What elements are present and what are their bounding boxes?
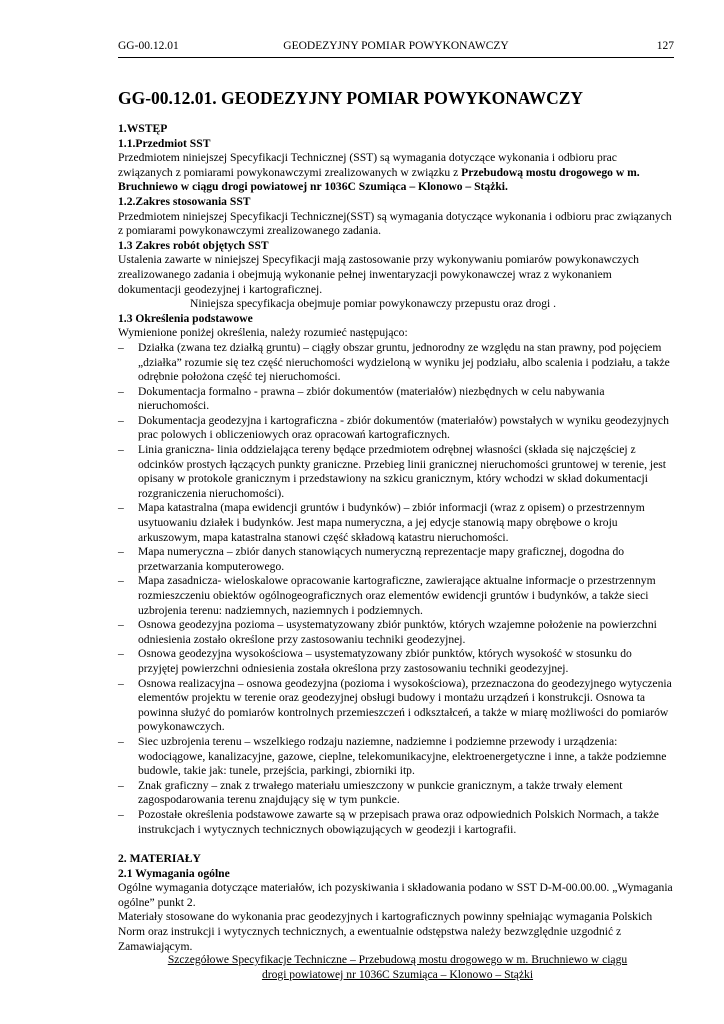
- list-item: [118, 647, 674, 676]
- list-item: [118, 443, 674, 501]
- section-2-1-para-1: Ogólne wymagania dotyczące materiałów, ich pozyskiwania i składowania podano w SST D-M-00.00.00. „Wymagania ogólne” punkt 2.: [118, 881, 673, 909]
- section-1-1-heading: 1.1.Przedmiot SST: [118, 136, 211, 150]
- section-2-1-heading: 2.1 Wymagania ogólne: [118, 866, 230, 880]
- section-2-1-para-2: Materiały stosowane do wykonania prac geodezyjnych i kartograficznych powinny spełniając wymagania Polskich Norm oraz instrukcji i wytycznych technicznych, a ewentualnie odstępstwa należy bezwzględnie uzgodnić z Zamawiającym.: [118, 910, 653, 953]
- section-1: [118, 122, 674, 837]
- section-1-2-heading: 1.2.Zakres stosowania SST: [118, 194, 251, 208]
- list-item: [118, 808, 674, 837]
- list-bullet: –: [118, 676, 124, 690]
- list-bullet: –: [118, 647, 124, 661]
- list-item-text: Mapa zasadnicza- wieloskalowe opracowanie kartograficzne, zawierające aktualne informacje o przestrzennym rozmieszczeniu obiektów ogólnogeograficznych oraz elementów ewidencji gruntów i budynków, a także sieci uzbrojenia terenu: nadziemnych, naziemnych i podziemnych.: [138, 574, 656, 617]
- list-bullet: –: [118, 778, 124, 792]
- list-bullet: –: [118, 501, 124, 515]
- header-code: GG-00.12.01: [118, 40, 179, 52]
- list-item-text: Mapa numeryczna – zbiór danych stanowiących numeryczną reprezentacje mapy graficznej, dogodna do przetwarzania komputerowego.: [138, 545, 625, 573]
- list-item-text: Siec uzbrojenia terenu – wszelkiego rodzaju naziemne, nadziemne i podziemne przewody i urządzenia: wodociągowe, kanalizacyjne, gazowe, cieplne, telekomunikacyjne, elektroenergetyczne i inne, a także podziemne budowle, takie jak: tunele, przejścia, parkingi, zbiorniki itp.: [138, 734, 667, 778]
- section-1-1-text-start: Przedmiotem niniejszej Specyfikacji Technicznej (SST) są wymagania dotyczące wykonania i odbioru prac związanych z pomiarami powykonawczymi zrealizowanych w związku z: [118, 151, 617, 179]
- list-item-text: Działka (zwana tez działką gruntu) – ciągły obszar gruntu, jednorodny ze względu na stan prawny, pod pojęciem „działka” rozumie się tez część nieruchomości wydzieloną w wyniku jej podziału, albo scalenia i podziału, a także odrębnie położona część tej nieruchomości.: [138, 340, 670, 384]
- section-1-3-text: Ustalenia zawarte w niniejszej Specyfikacji mają zastosowanie przy wykonywaniu pomiarów powykonawczych zrealizowanego zadania i obejmują wykonanie pełnej inwentaryzacji powykonawczej wraz z wykonaniem dokumentacji geodezyjnej i kartograficznej.: [118, 253, 639, 296]
- list-bullet: –: [118, 545, 124, 559]
- list-item: [118, 545, 674, 574]
- list-item-text: Osnowa realizacyjna – osnowa geodezyjna (pozioma i wysokościowa), przeznaczona do geodezyjnego wytyczenia elementów projektu w terenie oraz geodezyjnej obsługi budowy i montażu urządzeń i konstrukcji. Osnowa ta powinna służyć do pomiarów kontrolnych przemieszczeń i odkształceń, a także w miarę możliwości do pomiarów powykonawczych.: [138, 676, 672, 734]
- header-divider: [118, 57, 674, 58]
- header-title: GEODEZYJNY POMIAR POWYKONAWCZY: [283, 40, 509, 52]
- section-1-3-heading: 1.3 Zakres robót objętych SST: [118, 238, 269, 252]
- list-item: [118, 574, 674, 618]
- list-item: [118, 341, 674, 385]
- header-page-number: 127: [656, 40, 674, 52]
- section-1-3-note: Niniejsza specyfikacja obejmuje pomiar powykonawczy przepustu oraz drogi .: [190, 297, 557, 311]
- list-item-text: Znak graficzny – znak z trwałego materiału umieszczony w punkcie granicznym, a także trwały element zagospodarowania terenu znajdujący się w tym punkcie.: [138, 778, 623, 807]
- footer-line-2: drogi powiatowej nr 1036C Szumiąca – Klonowo – Stążki: [261, 968, 534, 981]
- list-item-text: Mapa katastralna (mapa ewidencji gruntów i budynków) – zbiór informacji (wraz z opisem) o przestrzennym usytuowaniu działek i budynków. Jest mapa numeryczna, a jej edycje stanowią mapy obrębowe o kroju arkuszowym, mapa katastralna stanowi część składową katastru nieruchomości.: [138, 501, 645, 544]
- list-bullet: –: [118, 340, 124, 354]
- list-item-text: Dokumentacja geodezyjna i kartograficzna - zbiór dokumentów (materiałów) powstałych w wyniku geodezyjnych prac polowych i obliczeniowych oraz opracowań kartograficznych.: [138, 413, 669, 442]
- section-1-4-heading: 1.3 Określenia podstawowe: [118, 311, 253, 325]
- section-1-2-text: Przedmiotem niniejszej Specyfikacji Technicznej(SST) są wymagania dotyczące wykonania i odbioru prac związanych z pomiarami powykonawczymi zrealizowanego zadania.: [118, 209, 672, 238]
- list-bullet: –: [118, 384, 124, 398]
- list-item: [118, 618, 674, 647]
- section-2-heading: 2. MATERIAŁY: [118, 852, 201, 866]
- list-item: [118, 414, 674, 443]
- list-item-text: Linia graniczna- linia oddzielająca tereny będące przedmiotem odrębnej własności (składa się najczęściej z odcinków prostych łączących punkty graniczne. Przebieg linii granicznej nieruchomości gruntowej w terenie, jest opisany w protokole granicznym i przedstawiony na szkicu granicznym, który wchodzi w skład dokumentacji rozgraniczenia nieruchomości).: [138, 443, 666, 500]
- document-title: GG-00.12.01. GEODEZYJNY POMIAR POWYKONAWCZY: [118, 88, 584, 108]
- section-1-1-text: [118, 151, 674, 195]
- page-footer: [150, 952, 645, 982]
- definitions-list: [118, 341, 674, 837]
- section-1-1-text-bold: Przebudową mostu drogowego w m. Bruchniewo w ciągu drogi powiatowej nr 1036C Szumiąca – Klonowo – Stążki.: [118, 165, 640, 194]
- list-item: [118, 385, 674, 414]
- section-2: [118, 852, 674, 954]
- list-bullet: –: [118, 734, 124, 748]
- list-bullet: –: [118, 807, 124, 821]
- list-item-text: Osnowa geodezyjna wysokościowa – usystematyzowany zbiór punktów, których wysokość w stosunku do przyjętej powierzchni odniesienia została określona przy zastosowaniu techniki geodezyjnej.: [138, 647, 632, 675]
- list-item-text: Osnowa geodezyjna pozioma – usystematyzowany zbiór punktów, których wzajemne położenie na powierzchni odniesienia zostało określone przy zastosowaniu techniki geodezyjnej.: [138, 618, 657, 646]
- list-bullet: –: [118, 618, 124, 632]
- list-item: [118, 501, 674, 545]
- list-item-text: Pozostałe określenia podstawowe zawarte są w przepisach prawa oraz odpowiednich Polskich Normach, a także instrukcjach i wytycznych technicznych obowiązujących w geodezji i kartografii.: [138, 807, 659, 836]
- main-content: [118, 88, 674, 954]
- list-bullet: –: [118, 574, 124, 588]
- list-item-text: Dokumentacja formalno - prawna – zbiór dokumentów (materiałów) niezbędnych w celu nabywania nieruchomości.: [138, 384, 605, 413]
- footer-line-1: Szczegółowe Specyfikacje Techniczne – Przebudową mostu drogowego w m. Bruchniewo w ciągu: [167, 953, 628, 966]
- list-item: [118, 677, 674, 735]
- section-1-heading: 1.WSTĘP: [118, 122, 168, 135]
- list-bullet: –: [118, 443, 124, 457]
- list-bullet: –: [118, 413, 124, 427]
- definitions-intro: Wymienione poniżej określenia, należy rozumieć następująco:: [118, 326, 408, 340]
- list-item: [118, 779, 674, 808]
- list-item: [118, 735, 674, 779]
